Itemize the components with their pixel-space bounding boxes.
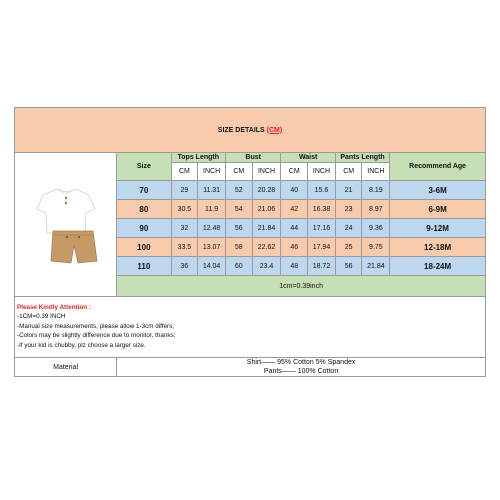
size-value: 80 bbox=[117, 200, 171, 219]
size-table bbox=[14, 107, 486, 377]
size-details-title bbox=[15, 108, 486, 153]
subheader-cm: CM bbox=[335, 163, 362, 181]
bust-cm: 60 bbox=[225, 257, 252, 276]
recommend-age: 6-9M bbox=[390, 200, 486, 219]
pants-cm: 23 bbox=[335, 200, 362, 219]
pants-cm: 56 bbox=[335, 257, 362, 276]
waist-inch: 17.94 bbox=[308, 238, 336, 257]
header-bust: Bust bbox=[225, 153, 281, 163]
subheader-cm: CM bbox=[171, 163, 198, 181]
size-value: 110 bbox=[117, 257, 171, 276]
waist-cm: 42 bbox=[281, 200, 308, 219]
tops-inch: 12.48 bbox=[198, 219, 226, 238]
material-label: Material bbox=[15, 358, 117, 377]
size-chart bbox=[14, 107, 486, 394]
bust-cm: 58 bbox=[225, 238, 252, 257]
size-value: 100 bbox=[117, 238, 171, 257]
waist-inch: 16.38 bbox=[308, 200, 336, 219]
bust-inch: 21.06 bbox=[252, 200, 281, 219]
bust-cm: 56 bbox=[225, 219, 252, 238]
header-size: Size bbox=[117, 153, 171, 181]
pants-cm: 24 bbox=[335, 219, 362, 238]
waist-inch: 15.6 bbox=[308, 181, 336, 200]
conversion-note: 1cm=0.39inch bbox=[117, 276, 486, 297]
waist-cm: 46 bbox=[281, 238, 308, 257]
header-tops-length: Tops Length bbox=[171, 153, 225, 163]
waist-cm: 44 bbox=[281, 219, 308, 238]
waist-inch: 18.72 bbox=[308, 257, 336, 276]
subheader-inch: INCH bbox=[198, 163, 226, 181]
note-line: -Colors may be slightly difference due to monitor, thanks; bbox=[17, 332, 176, 340]
subheader-inch: INCH bbox=[308, 163, 336, 181]
title-text: SIZE DETAILS bbox=[217, 126, 267, 134]
subheader-inch: INCH bbox=[362, 163, 390, 181]
tops-inch: 11.9 bbox=[198, 200, 226, 219]
tops-cm: 29 bbox=[171, 181, 198, 200]
header-recommend-age: Recommend Age bbox=[390, 153, 486, 181]
tops-inch: 13.07 bbox=[198, 238, 226, 257]
recommend-age: 18-24M bbox=[390, 257, 486, 276]
pants-cm: 21 bbox=[335, 181, 362, 200]
baby-outfit-image bbox=[29, 181, 103, 269]
title-unit: (CM) bbox=[266, 126, 283, 134]
pants-inch: 8.97 bbox=[362, 200, 390, 219]
bust-inch: 23.4 bbox=[252, 257, 281, 276]
header-waist: Waist bbox=[281, 153, 335, 163]
material-pants: Pants—— 100% Cotton bbox=[263, 368, 339, 375]
tops-inch: 11.31 bbox=[198, 181, 226, 200]
material-shirt: Shirt—— 95% Cotton 5% Spandex bbox=[246, 359, 356, 366]
tops-cm: 33.5 bbox=[171, 238, 198, 257]
note-line: -Manual size measurements, please allow 1-3cm differs; bbox=[17, 322, 175, 330]
recommend-age: 9-12M bbox=[390, 219, 486, 238]
recommend-age: 3-6M bbox=[390, 181, 486, 200]
size-value: 70 bbox=[117, 181, 171, 200]
waist-inch: 17.16 bbox=[308, 219, 336, 238]
bust-cm: 52 bbox=[225, 181, 252, 200]
bust-cm: 54 bbox=[225, 200, 252, 219]
notes-title: Please Kindly Attention : bbox=[17, 304, 91, 311]
pants-inch: 21.84 bbox=[362, 257, 390, 276]
recommend-age: 12-18M bbox=[390, 238, 486, 257]
waist-cm: 40 bbox=[281, 181, 308, 200]
tops-cm: 32 bbox=[171, 219, 198, 238]
tops-inch: 14.04 bbox=[198, 257, 226, 276]
pants-inch: 8.19 bbox=[362, 181, 390, 200]
subheader-cm: CM bbox=[225, 163, 252, 181]
material-details bbox=[117, 358, 486, 377]
subheader-cm: CM bbox=[281, 163, 308, 181]
tops-cm: 30.5 bbox=[171, 200, 198, 219]
note-line: -1CM=0.39 INCH bbox=[17, 313, 66, 321]
waist-cm: 48 bbox=[281, 257, 308, 276]
bust-inch: 21.84 bbox=[252, 219, 281, 238]
size-value: 90 bbox=[117, 219, 171, 238]
attention-notes bbox=[15, 297, 486, 358]
pants-cm: 25 bbox=[335, 238, 362, 257]
product-image-cell bbox=[15, 153, 117, 297]
tops-cm: 36 bbox=[171, 257, 198, 276]
subheader-inch: INCH bbox=[252, 163, 281, 181]
bust-inch: 22.62 bbox=[252, 238, 281, 257]
bust-inch: 20.28 bbox=[252, 181, 281, 200]
pants-inch: 9.75 bbox=[362, 238, 390, 257]
note-line: -If your kid is chubby, plz choose a larger size. bbox=[17, 341, 146, 349]
header-pants-length: Pants Length bbox=[335, 153, 389, 163]
pants-inch: 9.36 bbox=[362, 219, 390, 238]
